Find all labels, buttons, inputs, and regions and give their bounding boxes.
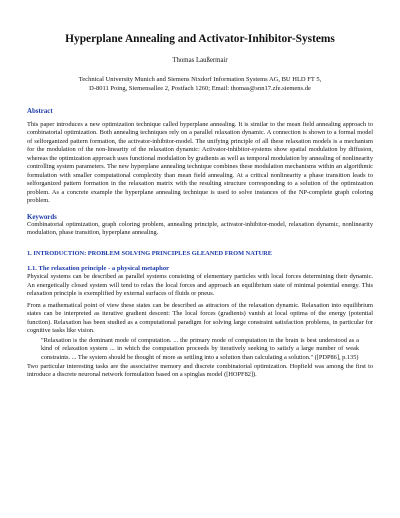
- subsection-heading: 1.1. The relaxation principle - a physical metaphor: [27, 265, 170, 273]
- affiliation-line: Technical University Munich and Siemens Nixdorf Information Systems AG, BU HLD FT 5,: [78, 76, 322, 83]
- abstract-heading: Abstract: [27, 108, 53, 115]
- affiliation-line: D-8011 Poing, Siemensallee 2, Postfach 1260; Email: thomas@snn17.zfe.siemens.de: [89, 85, 311, 92]
- paper-title: Hyperplane Annealing and Activator-Inhibitor-Systems: [65, 33, 335, 45]
- abstract-text: This paper introduces a new optimization technique called hyperplane annealing. It is similar to the mean field annealing approach to combinatorial optimization. Both annealing techniques rely on a parallel relaxation dynamic. A connection is shown to a formal model of selforganized pattern formation, the activator-inhibitor-model. The unifying principle of all these relaxation models is a mechanism for the modulation of the non-linearity of the relaxation dynamic: Activator-inhibitor-systems show spatial modulation by diffusion, whereas the optimization approach uses functional modulation by gradients as well as temporal modulation by annealing of nonlinearity controlling system parameters. The new hyperplane annealing technique combines these modulation mechanisms within an algorithmic formulation with smaller computational complexity than mean field annealing. At a critical nonlinearity a phase transition leads to selforganized pattern formation in the relaxation matrix with the resulting structure corresponding to a solution of the optimization problem. As a concrete example the hyperplane annealing technique is used to solve instances of the NP-complete graph coloring problem.: [27, 121, 373, 205]
- block-quote: "Relaxation is the dominant mode of computation. ... the primary mode of computation in the brain is best understood as a kind of relaxation system ... in which the computation proceeds by iteratively seeking to satisfy a large number of weak constraints. ... The system should be thought of more as settling into a solution than calculating a solution." ([PDP86], p.135): [41, 336, 359, 361]
- affiliation: [27, 75, 373, 93]
- keywords-heading: Keywords: [27, 213, 57, 221]
- body-paragraph: Physical systems can be described as parallel systems consisting of elementary particles with local forces determining their dynamic. An energetically closed system will tend to relax the local forces and approach an equilibrium state of minimal potential energy. This relaxation principle is exemplified by external surfaces of fluids or pneus.: [27, 273, 373, 298]
- body-paragraph: From a mathematical point of view these states can be described as attractors of the relaxation dynamic. Relaxation into equilibrium states can be interpreted as iterative gradient descent: The local forces (gradients) vanish at local optima of the energy (potential function). Relaxation has been studied as a computational paradigm for solving large constraint satisfaction problems, in particular for cognitive tasks like vision.: [27, 301, 373, 335]
- body-paragraph: Two particular interesting tasks are the associative memory and discrete combinatorial optimization. Hopfield was among the first to introduce a discrete neuronal network formulation based on a spinglas model ([HOPF82]).: [27, 362, 373, 379]
- keywords-text: Combinatorial optimization, graph coloring problem, annealing principle, activator-inhibitor-model, relaxation dynamic, nonlinearity modulation, phase transition, hyperplane annealing.: [27, 220, 373, 236]
- author-name: Thomas Laußermair: [172, 57, 228, 64]
- section-heading: 1. INTRODUCTION: PROBLEM SOLVING PRINCIPLES GLEANED FROM NATURE: [27, 250, 272, 258]
